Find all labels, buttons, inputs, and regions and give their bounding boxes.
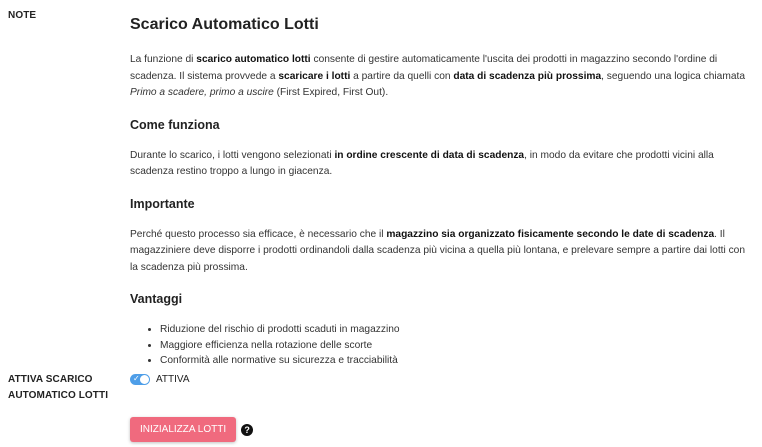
note-label: NOTE	[8, 10, 37, 21]
how-text-1: Durante lo scarico, i lotti vengono selezionati	[130, 149, 335, 161]
important-text-2: . Il magazziniere deve disporre i prodotti ordinandoli dalla scadenza più vicina a quella più lontana, e prelevare sempre a partire dai lotti con la scadenza più prossima.	[130, 228, 746, 273]
init-lots-row	[130, 417, 253, 442]
note-content	[130, 14, 752, 369]
intro-bold-2: scaricare i lotti	[278, 70, 351, 82]
important-bold-1: magazzino sia organizzato fisicamente secondo le date di scadenza	[386, 228, 715, 240]
how-paragraph	[130, 148, 752, 181]
how-bold-1: in ordine crescente di data di scadenza	[334, 149, 525, 161]
list-item: • Riduzione del rischio di prodotti scaduti in magazzino	[160, 322, 752, 338]
intro-text-2: consente di gestire automaticamente l'uscita dei prodotti in magazzino secondo l'ordine di scadenza. Il sistema provvede a	[130, 54, 718, 82]
intro-bold-1: scarico automatico lotti	[196, 54, 311, 65]
list-item: • Conformità alle normative su sicurezza e tracciabilità	[160, 353, 752, 369]
how-text-2: , in modo da evitare che prodotti vicini alla scadenza restino troppo a lungo in giacenza.	[130, 149, 714, 177]
important-text-1: Perché questo processo sia efficace, è necessario che il	[130, 228, 387, 240]
important-paragraph	[130, 227, 752, 277]
auto-lots-label	[8, 372, 108, 404]
important-heading: Importante	[130, 196, 195, 211]
toggle-label: ATTIVA	[156, 374, 190, 385]
auto-lots-toggle[interactable]	[130, 374, 150, 385]
intro-text-3: a partire da quelli con	[350, 70, 454, 82]
intro-paragraph	[130, 52, 752, 102]
advantages-list	[130, 322, 752, 369]
how-heading: Come funziona	[130, 117, 220, 132]
intro-text-5: (First Expired, First Out).	[273, 87, 389, 98]
intro-text-4: , seguendo una logica chiamata	[601, 70, 745, 82]
list-item: • Maggiore efficienza nella rotazione delle scorte	[160, 338, 752, 354]
intro-text-1: La funzione di	[130, 54, 197, 65]
auto-lots-label-line1: ATTIVA SCARICO	[8, 374, 93, 385]
init-lots-button[interactable]: INIZIALIZZA LOTTI	[130, 417, 236, 442]
help-icon[interactable]: ?	[241, 424, 253, 436]
note-title: Scarico Automatico Lotti	[130, 16, 319, 33]
intro-italic-1: Primo a scadere, primo a uscire	[130, 87, 274, 98]
intro-bold-3: data di scadenza più prossima	[453, 70, 602, 82]
toggle-knob	[140, 375, 149, 384]
auto-lots-label-line2: AUTOMATICO LOTTI	[8, 390, 109, 401]
auto-lots-toggle-row	[130, 374, 190, 385]
check-icon: ✓	[133, 374, 140, 383]
advantages-heading: Vantaggi	[130, 292, 183, 306]
